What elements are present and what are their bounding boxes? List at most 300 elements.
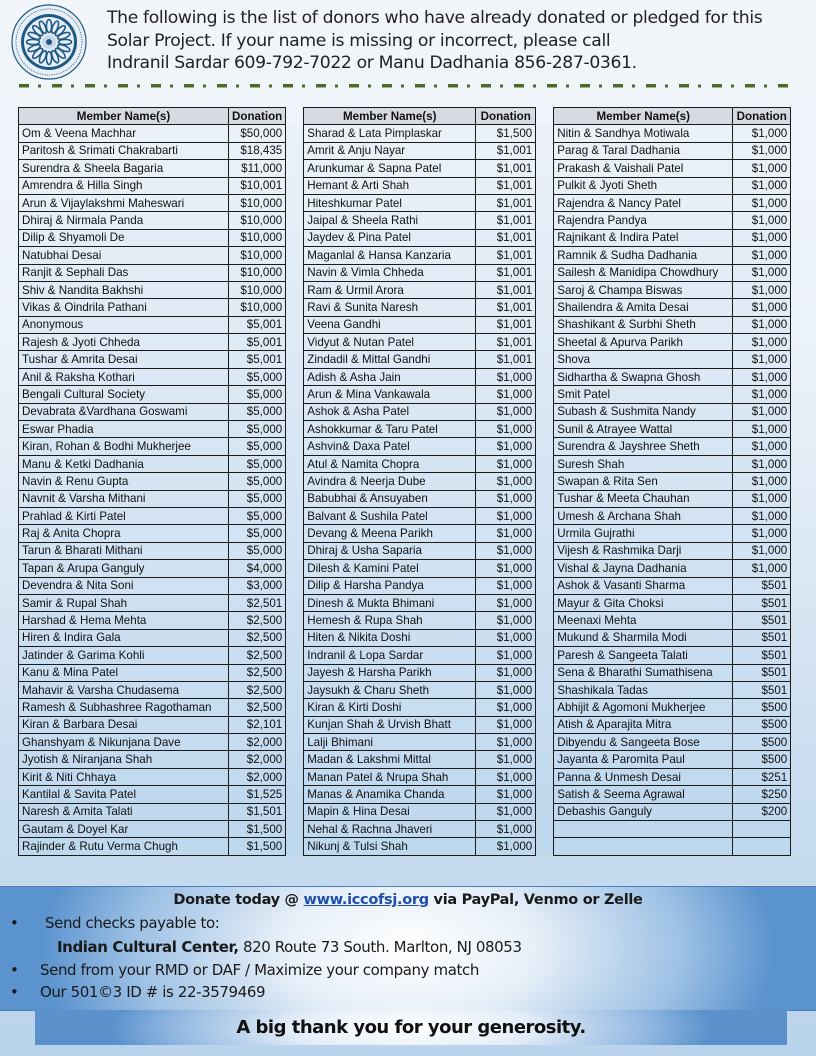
donation-amount: $5,000 <box>229 438 286 455</box>
divider-dash <box>52 84 62 88</box>
column-gap <box>536 403 554 420</box>
table-row <box>19 803 791 820</box>
donor-name: Panna & Unmesh Desai <box>554 768 733 785</box>
table-row <box>19 681 791 698</box>
table-row <box>19 229 791 246</box>
donation-info-panel <box>0 886 816 1011</box>
donor-name: Gautam & Doyel Kar <box>19 821 229 838</box>
payee-address <box>57 938 522 956</box>
donor-name: Abhijit & Agomoni Mukherjee <box>554 699 733 716</box>
table-row <box>19 473 791 490</box>
donation-amount: $5,000 <box>229 455 286 472</box>
column-gap <box>536 734 554 751</box>
donation-amount: $1,000 <box>476 438 536 455</box>
donation-amount: $10,000 <box>229 212 286 229</box>
column-header-name: Member Name(s) <box>19 108 229 125</box>
donation-amount: $10,000 <box>229 264 286 281</box>
divider-dot <box>698 85 701 88</box>
donor-name: Samir & Rupal Shah <box>19 594 229 611</box>
donor-name: Prahlad & Kirti Patel <box>19 507 229 524</box>
donor-name: Dilip & Harsha Pandya <box>304 577 476 594</box>
donor-name: Sailesh & Manidipa Chowdhury <box>554 264 733 281</box>
column-header-donation: Donation <box>229 108 286 125</box>
donation-amount: $5,000 <box>229 525 286 542</box>
donation-amount: $2,500 <box>229 681 286 698</box>
donation-amount: $5,000 <box>229 542 286 559</box>
donor-name: Raj & Anita Chopra <box>19 525 229 542</box>
donor-name: Hiren & Indira Gala <box>19 629 229 646</box>
divider-dot <box>236 85 239 88</box>
donor-name: Nikunj & Tulsi Shah <box>304 838 476 855</box>
column-gap <box>536 542 554 559</box>
table-row <box>19 647 791 664</box>
donor-name: Satish & Seema Agrawal <box>554 786 733 803</box>
divider-dot <box>434 85 437 88</box>
donor-name: Paresh & Sangeeta Talati <box>554 647 733 664</box>
donation-amount: $1,500 <box>229 838 286 855</box>
donation-amount: $2,500 <box>229 664 286 681</box>
donor-name: Jaipal & Sheela Rathi <box>304 212 476 229</box>
column-gap <box>536 194 554 211</box>
column-gap <box>286 299 304 316</box>
donor-name: Sena & Bharathi Sumathisena <box>554 664 733 681</box>
divider-dash <box>547 84 557 88</box>
divider-dash <box>151 84 161 88</box>
donation-amount: $1,001 <box>476 142 536 159</box>
donation-amount: $1,000 <box>733 560 791 577</box>
donation-amount: $200 <box>733 803 791 820</box>
column-gap <box>536 786 554 803</box>
donor-name: Om & Veena Machhar <box>19 125 229 142</box>
donor-name: Smit Patel <box>554 386 733 403</box>
donation-amount: $1,000 <box>733 281 791 298</box>
column-gap <box>536 490 554 507</box>
table-row <box>19 594 791 611</box>
donor-name: Rajendra Pandya <box>554 212 733 229</box>
column-gap <box>536 507 554 524</box>
payee-street: 820 Route 73 South. Marlton, NJ 08053 <box>238 938 522 956</box>
divider-dash <box>613 84 623 88</box>
table-row <box>19 368 791 385</box>
donation-amount: $1,000 <box>476 577 536 594</box>
donation-amount: $5,000 <box>229 473 286 490</box>
column-gap <box>536 177 554 194</box>
donation-amount: $1,000 <box>476 786 536 803</box>
divider-dash <box>646 84 656 88</box>
divider-dash <box>580 84 590 88</box>
donation-amount: $1,000 <box>733 334 791 351</box>
donor-name: Atish & Aparajita Mitra <box>554 716 733 733</box>
column-gap <box>536 455 554 472</box>
donation-amount: $1,000 <box>476 403 536 420</box>
donation-amount: $5,001 <box>229 351 286 368</box>
table-row <box>19 490 791 507</box>
website-link[interactable]: www.iccofsj.org <box>303 892 429 908</box>
donor-name: Harshad & Hema Mehta <box>19 612 229 629</box>
donation-amount: $1,001 <box>476 247 536 264</box>
table-header-row <box>19 108 791 125</box>
divider-dot <box>566 85 569 88</box>
donation-amount: $1,000 <box>733 473 791 490</box>
donation-amount: $10,001 <box>229 177 286 194</box>
donor-name: Rajinder & Rutu Verma Chugh <box>19 838 229 855</box>
donor-name: Ashok & Asha Patel <box>304 403 476 420</box>
donor-name: Umesh & Archana Shah <box>554 507 733 524</box>
divider-dot <box>599 85 602 88</box>
column-gap <box>286 334 304 351</box>
column-gap <box>286 421 304 438</box>
column-gap <box>536 438 554 455</box>
donor-name: Sharad & Lata Pimplaskar <box>304 125 476 142</box>
table-row <box>19 716 791 733</box>
intro-line-3: Indranil Sardar 609-792-7022 or Manu Dadhania 856-287-0361. <box>107 53 637 73</box>
donation-amount: $1,000 <box>733 525 791 542</box>
column-gap <box>536 699 554 716</box>
donation-amount: $5,000 <box>229 368 286 385</box>
column-gap <box>286 594 304 611</box>
donor-name: Kiran & Kirti Doshi <box>304 699 476 716</box>
table-row <box>19 751 791 768</box>
table-row <box>19 838 791 855</box>
table-row <box>19 212 791 229</box>
divider-dot <box>38 85 41 88</box>
donor-name: Dilip & Shyamoli De <box>19 229 229 246</box>
column-gap <box>536 264 554 281</box>
donation-amount: $1,000 <box>733 421 791 438</box>
divider-dash <box>679 84 689 88</box>
donation-amount: $2,500 <box>229 629 286 646</box>
donor-name: Navin & Renu Gupta <box>19 473 229 490</box>
table-row <box>19 316 791 333</box>
donation-amount: $10,000 <box>229 194 286 211</box>
donor-name: Anonymous <box>19 316 229 333</box>
donor-name: Rajesh & Jyoti Chheda <box>19 334 229 351</box>
divider-dash <box>415 84 425 88</box>
donation-amount: $501 <box>733 629 791 646</box>
divider-dash <box>85 84 95 88</box>
column-gap <box>536 299 554 316</box>
donation-amount: $1,000 <box>733 125 791 142</box>
payee-name: Indian Cultural Center, <box>57 938 239 956</box>
donor-name: Vijesh & Rashmika Darji <box>554 542 733 559</box>
donor-name: Ashok & Vasanti Sharma <box>554 577 733 594</box>
divider-dot <box>170 85 173 88</box>
column-gap <box>286 386 304 403</box>
donor-name: Tushar & Amrita Desai <box>19 351 229 368</box>
donor-name: Ghanshyam & Nikunjana Dave <box>19 734 229 751</box>
donation-amount: $1,000 <box>476 803 536 820</box>
divider-dash <box>250 84 260 88</box>
donor-name: Naresh & Amita Talati <box>19 803 229 820</box>
donation-amount: $1,000 <box>476 612 536 629</box>
divider-dot <box>764 85 767 88</box>
donation-amount: $10,000 <box>229 281 286 298</box>
column-gap <box>286 473 304 490</box>
donor-name: Kirit & Niti Chhaya <box>19 768 229 785</box>
donor-name: Hemesh & Rupa Shah <box>304 612 476 629</box>
donor-name: Lalji Bhimani <box>304 734 476 751</box>
divider-dot <box>269 85 272 88</box>
donation-amount: $1,000 <box>476 699 536 716</box>
thank-you-banner: A big thank you for your generosity. <box>35 1010 787 1045</box>
donor-name: Ashvin& Daxa Patel <box>304 438 476 455</box>
table-row <box>19 525 791 542</box>
table-row <box>19 768 791 785</box>
donor-name: Kunjan Shah & Urvish Bhatt <box>304 716 476 733</box>
donation-amount: $1,000 <box>476 473 536 490</box>
donor-name: Balvant & Sushila Patel <box>304 507 476 524</box>
column-gap <box>286 281 304 298</box>
column-gap <box>286 734 304 751</box>
donor-name: Madan & Lakshmi Mittal <box>304 751 476 768</box>
column-gap <box>286 438 304 455</box>
donation-amount: $1,001 <box>476 334 536 351</box>
divider-dot <box>632 85 635 88</box>
donor-name: Jaysukh & Charu Sheth <box>304 681 476 698</box>
donation-amount: $500 <box>733 751 791 768</box>
column-gap <box>536 716 554 733</box>
donor-name: Subash & Sushmita Nandy <box>554 403 733 420</box>
donation-amount: $1,000 <box>733 194 791 211</box>
donation-amount: $501 <box>733 577 791 594</box>
column-gap <box>286 768 304 785</box>
donor-name: Jyotish & Niranjana Shah <box>19 751 229 768</box>
donation-amount: $1,000 <box>733 177 791 194</box>
donor-name: Devang & Meena Parikh <box>304 525 476 542</box>
donor-name: Jayanta & Paromita Paul <box>554 751 733 768</box>
table-row <box>19 612 791 629</box>
column-gap <box>536 594 554 611</box>
donor-name: Sidhartha & Swapna Ghosh <box>554 368 733 385</box>
donor-name: Mukund & Sharmila Modi <box>554 629 733 646</box>
donation-amount: $1,000 <box>476 751 536 768</box>
donor-name: Nitin & Sandhya Motiwala <box>554 125 733 142</box>
column-gap <box>536 664 554 681</box>
column-gap <box>536 838 554 855</box>
donor-name: Vikas & Oindrila Pathani <box>19 299 229 316</box>
column-gap <box>286 681 304 698</box>
column-gap <box>536 212 554 229</box>
donor-name: Mahavir & Varsha Chudasema <box>19 681 229 698</box>
donation-amount: $1,000 <box>733 212 791 229</box>
column-gap <box>286 316 304 333</box>
donation-amount: $10,000 <box>229 229 286 246</box>
donor-name: Meenaxi Mehta <box>554 612 733 629</box>
donor-name: Parag & Taral Dadhania <box>554 142 733 159</box>
table-row <box>19 699 791 716</box>
donor-name: Surendra & Jayshree Sheth <box>554 438 733 455</box>
donation-amount: $2,500 <box>229 647 286 664</box>
column-gap <box>536 821 554 838</box>
donation-amount: $1,500 <box>476 125 536 142</box>
donation-amount: $1,001 <box>476 316 536 333</box>
table-row <box>19 821 791 838</box>
donor-name: Bengali Cultural Society <box>19 386 229 403</box>
donor-name: Jatinder & Garima Kohli <box>19 647 229 664</box>
donate-suffix: via PayPal, Venmo or Zelle <box>428 892 643 908</box>
column-gap <box>536 629 554 646</box>
donor-name: Devendra & Nita Soni <box>19 577 229 594</box>
donor-name: Kantilal & Savita Patel <box>19 786 229 803</box>
donation-amount: $1,000 <box>476 716 536 733</box>
donation-amount: $250 <box>733 786 791 803</box>
column-gap <box>286 699 304 716</box>
donation-amount: $1,000 <box>476 647 536 664</box>
donor-name: Swapan & Rita Sen <box>554 473 733 490</box>
donation-amount: $1,000 <box>733 507 791 524</box>
column-gap <box>536 108 554 125</box>
column-gap <box>286 229 304 246</box>
donation-amount: $500 <box>733 716 791 733</box>
donor-name: Anil & Raksha Kothari <box>19 368 229 385</box>
donation-amount: $1,000 <box>733 386 791 403</box>
column-gap <box>536 647 554 664</box>
column-gap <box>286 455 304 472</box>
donation-amount: $501 <box>733 647 791 664</box>
donation-amount: $1,000 <box>476 560 536 577</box>
column-gap <box>536 316 554 333</box>
donor-name: Manas & Anamika Chanda <box>304 786 476 803</box>
divider-dash <box>184 84 194 88</box>
donor-name: Devabrata &Vardhana Goswami <box>19 403 229 420</box>
donation-amount: $1,001 <box>476 160 536 177</box>
table-row <box>19 247 791 264</box>
column-header-name: Member Name(s) <box>304 108 476 125</box>
donation-amount: $1,000 <box>733 542 791 559</box>
donor-name: Arun & Vijaylakshmi Maheswari <box>19 194 229 211</box>
donor-name: Amrendra & Hilla Singh <box>19 177 229 194</box>
donation-amount: $1,000 <box>476 507 536 524</box>
column-gap <box>286 212 304 229</box>
donation-amount: $1,000 <box>476 629 536 646</box>
table-row <box>19 264 791 281</box>
divider-dash <box>316 84 326 88</box>
table-row <box>19 455 791 472</box>
divider-dash <box>712 84 722 88</box>
divider-dash <box>481 84 491 88</box>
donation-amount: $1,000 <box>476 768 536 785</box>
donation-amount: $3,000 <box>229 577 286 594</box>
donor-name: Ranjit & Sephali Das <box>19 264 229 281</box>
donate-line <box>0 892 816 908</box>
donor-name: Arunkumar & Sapna Patel <box>304 160 476 177</box>
column-gap <box>286 629 304 646</box>
column-gap <box>536 577 554 594</box>
column-gap <box>536 612 554 629</box>
donation-amount: $5,000 <box>229 507 286 524</box>
donor-name: Manu & Ketki Dadhania <box>19 455 229 472</box>
donation-amount: $1,000 <box>733 403 791 420</box>
donor-name: Shiv & Nandita Bakhshi <box>19 281 229 298</box>
column-gap <box>286 838 304 855</box>
donation-amount: $501 <box>733 594 791 611</box>
donation-amount: $1,000 <box>733 368 791 385</box>
donation-amount: $1,001 <box>476 229 536 246</box>
donation-amount: $1,000 <box>476 542 536 559</box>
donor-name: Urmila Gujrathi <box>554 525 733 542</box>
donor-name: Shashikant & Surbhi Sheth <box>554 316 733 333</box>
divider-dot <box>137 85 140 88</box>
donation-amount: $1,000 <box>476 594 536 611</box>
intro-line-2: Solar Project. If your name is missing or incorrect, please call <box>107 30 611 51</box>
divider-dash <box>745 84 755 88</box>
donor-name: Babubhai & Ansuyaben <box>304 490 476 507</box>
donation-amount: $2,501 <box>229 594 286 611</box>
tax-id-line: Our 501©3 ID # is 22-3579469 <box>40 983 266 1001</box>
intro-line-1: The following is the list of donors who have already donated or pledged for this <box>107 8 763 28</box>
donor-name: Adish & Asha Jain <box>304 368 476 385</box>
table-row <box>19 403 791 420</box>
divider-dash <box>448 84 458 88</box>
table-row <box>19 786 791 803</box>
donation-amount: $1,501 <box>229 803 286 820</box>
donor-name: Zindadil & Mittal Gandhi <box>304 351 476 368</box>
column-gap <box>536 803 554 820</box>
donation-amount: $1,001 <box>476 264 536 281</box>
donation-amount: $50,000 <box>229 125 286 142</box>
column-gap <box>536 334 554 351</box>
column-gap <box>286 560 304 577</box>
donor-name: Paritosh & Srimati Chakrabarti <box>19 142 229 159</box>
donor-name: Mapin & Hina Desai <box>304 803 476 820</box>
donor-name: Dhiraj & Nirmala Panda <box>19 212 229 229</box>
donation-amount: $501 <box>733 664 791 681</box>
donation-amount: $1,001 <box>476 212 536 229</box>
donation-amount: $10,000 <box>229 247 286 264</box>
donation-amount: $1,001 <box>476 351 536 368</box>
column-gap <box>286 542 304 559</box>
table-row <box>19 438 791 455</box>
donation-amount: $1,000 <box>733 351 791 368</box>
column-header-donation: Donation <box>733 108 791 125</box>
donor-name: Tarun & Bharati Mithani <box>19 542 229 559</box>
donation-amount: $1,000 <box>733 264 791 281</box>
column-gap <box>536 142 554 159</box>
donor-name: Navnit & Varsha Mithani <box>19 490 229 507</box>
donor-name: Hemant & Arti Shah <box>304 177 476 194</box>
column-header-name: Member Name(s) <box>554 108 733 125</box>
column-gap <box>286 177 304 194</box>
column-gap <box>286 368 304 385</box>
donor-name: Dhiraj & Usha Saparia <box>304 542 476 559</box>
donation-amount: $500 <box>733 734 791 751</box>
column-header-donation: Donation <box>476 108 536 125</box>
table-row <box>19 160 791 177</box>
donation-amount: $1,000 <box>733 142 791 159</box>
donation-amount: $2,000 <box>229 768 286 785</box>
column-gap <box>536 125 554 142</box>
column-gap <box>536 768 554 785</box>
donation-amount: $1,000 <box>476 368 536 385</box>
donation-amount: $501 <box>733 681 791 698</box>
column-gap <box>536 421 554 438</box>
table-row <box>19 560 791 577</box>
donor-name: Indranil & Lopa Sardar <box>304 647 476 664</box>
table-row <box>19 351 791 368</box>
donor-name: Kiran, Rohan & Bodhi Mukherjee <box>19 438 229 455</box>
rmd-line: Send from your RMD or DAF / Maximize your company match <box>40 961 479 979</box>
donor-name: Rajendra & Nancy Patel <box>554 194 733 211</box>
donor-name: Eswar Phadia <box>19 421 229 438</box>
divider-dot <box>104 85 107 88</box>
column-gap <box>286 786 304 803</box>
column-gap <box>286 142 304 159</box>
donor-name: Veena Gandhi <box>304 316 476 333</box>
donor-name: Shova <box>554 351 733 368</box>
divider-dash <box>217 84 227 88</box>
donor-name <box>554 821 733 838</box>
divider-dash <box>283 84 293 88</box>
